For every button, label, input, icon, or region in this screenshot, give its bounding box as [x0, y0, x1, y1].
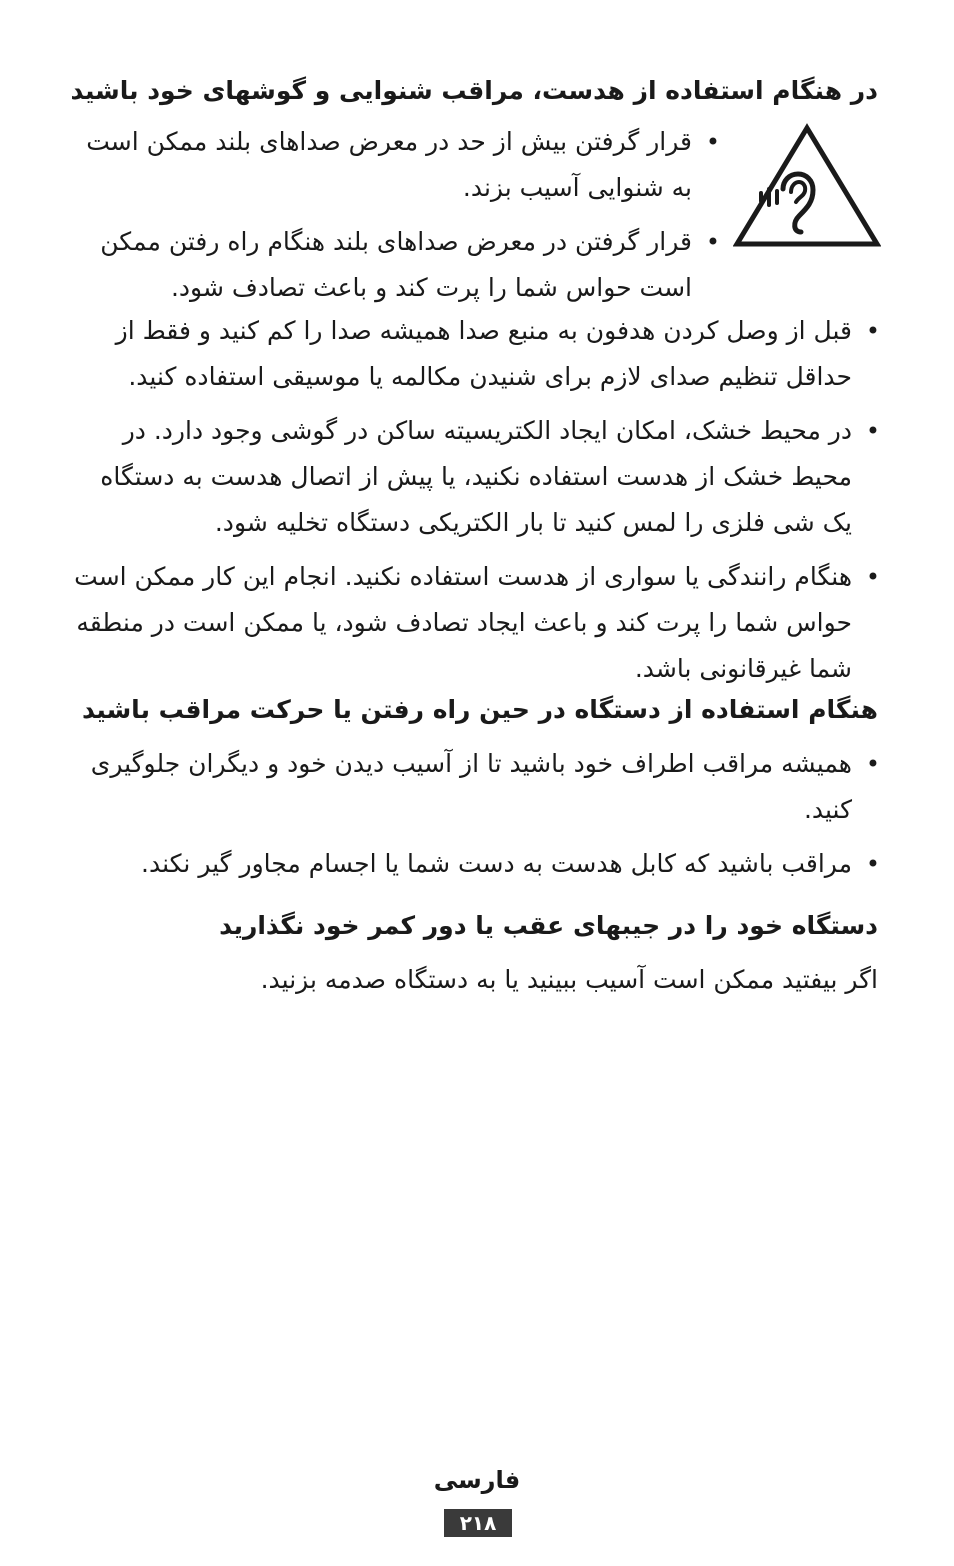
bullet-dot: •	[865, 417, 880, 445]
list-item	[74, 219, 722, 311]
list-item-text: مراقب باشید که کابل هدست به دست شما یا اجسام مجاور گیر نکند.	[141, 849, 852, 878]
bullet-dot: •	[865, 317, 880, 345]
list-item-text: در محیط خشک، امکان ایجاد الکتریسیته ساکن در گوشی وجود دارد. در محیط خشک از هدست استفاده نکنید، یا پیش از اتصال هدست به دستگاه یک شی فلزی را لمس کنید تا بار الکتریکی دستگاه تخلیه شود.	[100, 416, 852, 537]
list-item-text: همیشه مراقب اطراف خود باشید تا از آسیب دیدن خود و دیگران جلوگیری کنید.	[90, 749, 852, 824]
list-item-text: قبل از وصل کردن هدفون به منبع صدا همیشه صدا را کم کنید و فقط از حداقل تنظیم صدای لازم برای شنیدن مکالمه یا موسیقی استفاده کنید.	[115, 316, 852, 391]
walking-bullet-list	[72, 741, 882, 887]
page-number: ۲۱۸	[444, 1509, 512, 1537]
bullet-dot: •	[705, 128, 720, 156]
list-item	[72, 741, 882, 833]
bullet-dot: •	[705, 228, 720, 256]
section-heading-walking: هنگام استفاده از دستگاه در حین راه رفتن یا حرکت مراقب باشید	[81, 695, 878, 724]
section-paragraph: اگر بیفتید ممکن است آسیب ببینید یا به دستگاه صدمه بزنید.	[260, 965, 878, 994]
hearing-warning-icon	[733, 122, 881, 250]
list-item	[72, 841, 882, 887]
list-item	[74, 119, 722, 211]
list-item-text: هنگام رانندگی یا سواری از هدست استفاده نکنید. انجام این کار ممکن است حواس شما را پرت کند و باعث ایجاد تصادف شود، یا ممکن است در منطقه شما غیرقانونی باشد.	[74, 562, 852, 683]
section-heading-hearing: در هنگام استفاده از هدست، مراقب شنوایی و گوشهای خود باشید	[70, 76, 878, 105]
footer-language: فارسی	[433, 1466, 521, 1494]
list-item	[72, 408, 882, 546]
list-item-text: قرار گرفتن در معرض صداهای بلند هنگام راه رفتن ممکن است حواس شما را پرت کند و باعث تصادف شود.	[100, 227, 692, 302]
bullet-dot: •	[865, 850, 880, 878]
icon-bullet-list	[74, 119, 722, 311]
list-item-text: قرار گرفتن بیش از حد در معرض صداهای بلند ممکن است به شنوایی آسیب بزند.	[86, 127, 692, 202]
list-item	[72, 308, 882, 400]
hearing-bullet-list	[72, 308, 882, 692]
list-item	[72, 554, 882, 692]
bullet-dot: •	[865, 750, 880, 778]
section-heading-pockets: دستگاه خود را در جیبهای عقب یا دور کمر خود نگذارید	[219, 911, 878, 940]
bullet-dot: •	[865, 563, 880, 591]
